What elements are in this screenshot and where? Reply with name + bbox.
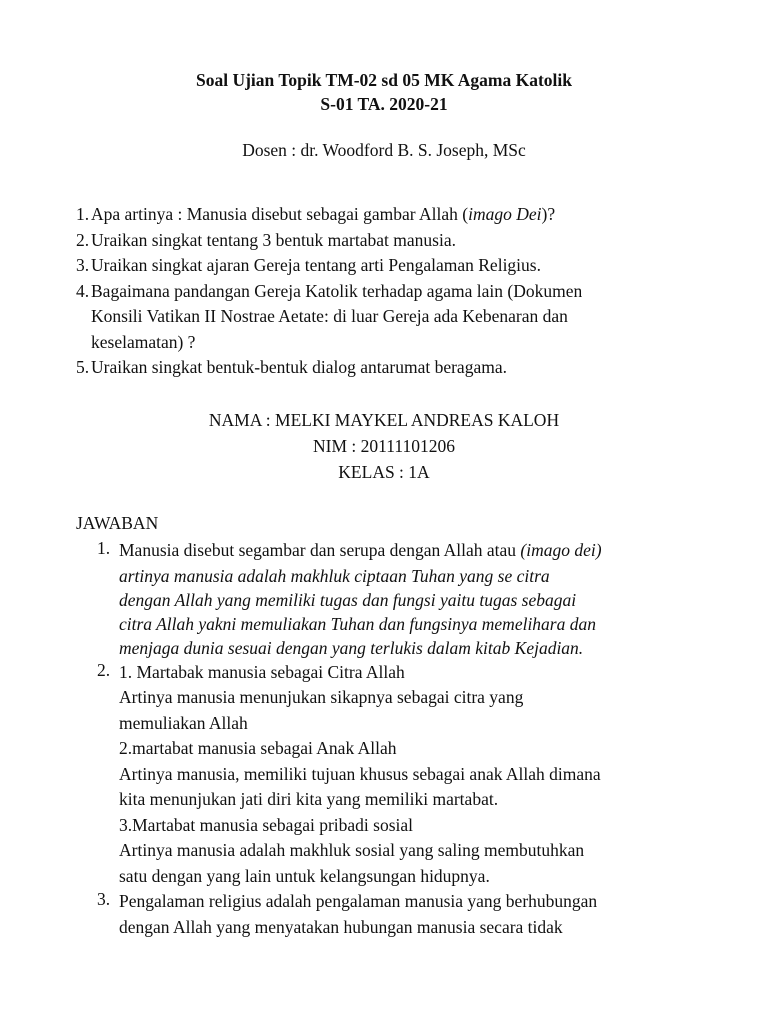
answer-line: dengan Allah yang menyatakan hubungan manusia secara tidak: [119, 916, 563, 937]
answer-line: Artinya manusia menunjukan sikapnya sebagai citra yang: [119, 687, 524, 707]
question-item: [76, 228, 716, 254]
question-number: 1.: [76, 204, 90, 224]
answer-line: Artinya manusia adalah makhluk sosial yang saling membutuhkan: [119, 840, 585, 860]
answer-number: 3.: [97, 889, 111, 909]
answer-item: [97, 660, 717, 890]
question-number: 4.: [76, 280, 90, 301]
question-line: Uraikan singkat ajaran Gereja tentang arti Pengalaman Religius.: [91, 255, 541, 275]
question-list: [76, 202, 716, 381]
question-item: [76, 355, 716, 381]
student-name: NAMA : MELKI MAYKEL ANDREAS KALOH: [208, 410, 560, 430]
question-line: Konsili Vatikan II Nostrae Aetate: di luar Gereja ada Kebenaran dan: [91, 306, 568, 326]
answer-line: kita menunjukan jati diri kita yang memiliki martabat.: [119, 789, 499, 809]
answer-list: [97, 538, 717, 940]
answers-heading: JAWABAN: [76, 513, 159, 533]
answer-line: satu dengan yang lain untuk kelangsungan hidupnya.: [119, 865, 490, 886]
answer-line: citra Allah yakni memuliakan Tuhan dan fungsinya memelihara dan: [119, 613, 596, 634]
answer-number: 2.: [97, 659, 111, 680]
answer-item: [97, 538, 717, 660]
answer-italic-block: [119, 564, 717, 660]
answer-line: 1. Martabak manusia sebagai Citra Allah: [119, 661, 405, 682]
answer-line: dengan Allah yang memiliki tugas dan fungsi yaitu tugas sebagai: [119, 589, 577, 610]
answer-line: Pengalaman religius adalah pengalaman manusia yang berhubungan: [119, 891, 598, 911]
question-number: 2.: [76, 229, 90, 250]
question-item: [76, 253, 716, 279]
answer-line: Manusia disebut segambar dan serupa dengan Allah atau (imago dei): [119, 540, 602, 560]
answer-line: Artinya manusia, memiliki tujuan khusus sebagai anak Allah dimana: [119, 763, 601, 784]
answer-line: artinya manusia adalah makhluk ciptaan Tuhan yang se citra: [119, 565, 550, 586]
student-nim: NIM : 20111101206: [313, 436, 455, 456]
question-number: 3.: [76, 255, 90, 275]
question-line: keselamatan) ?: [91, 331, 196, 352]
answer-line: memuliakan Allah: [119, 712, 248, 733]
exam-title: Soal Ujian Topik TM-02 sd 05 MK Agama Katolik: [195, 70, 572, 90]
student-class: KELAS : 1A: [338, 462, 430, 482]
question-line: Uraikan singkat tentang 3 bentuk martabat manusia.: [91, 229, 456, 250]
question-line: Apa artinya : Manusia disebut sebagai gambar Allah (imago Dei)?: [91, 204, 556, 224]
answer-item: [97, 889, 717, 940]
answer-line: menjaga dunia sesuai dengan yang terlukis dalam kitab Kejadian.: [119, 637, 584, 658]
answer-line: 3.Martabat manusia sebagai pribadi sosial: [119, 814, 414, 835]
answer-number: 1.: [97, 538, 111, 558]
question-line: Bagaimana pandangan Gereja Katolik terhadap agama lain (Dokumen: [91, 280, 583, 301]
exam-subtitle: S-01 TA. 2020-21: [320, 94, 448, 114]
question-line: Uraikan singkat bentuk-bentuk dialog antarumat beragama.: [91, 357, 507, 377]
question-item: [76, 202, 716, 228]
question-item: [76, 279, 716, 356]
answer-line: 2.martabat manusia sebagai Anak Allah: [119, 738, 397, 758]
lecturer-line: Dosen : dr. Woodford B. S. Joseph, MSc: [242, 140, 526, 160]
question-number: 5.: [76, 357, 90, 377]
